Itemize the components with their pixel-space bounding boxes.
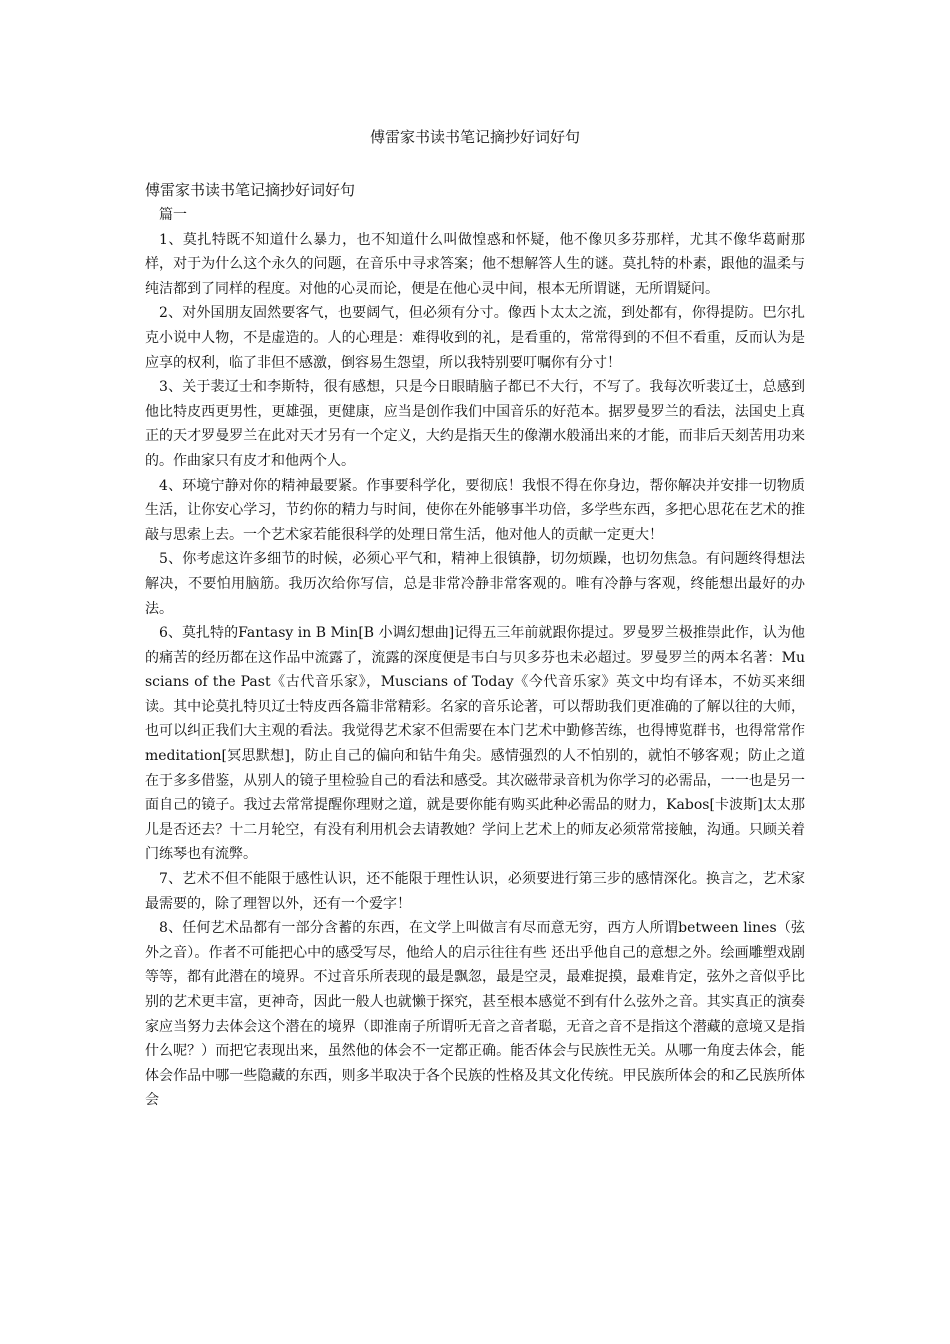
document-title: 傅雷家书读书笔记摘抄好词好句 [369, 128, 580, 146]
paragraph: 5、你考虑这许多细节的时候，必须心平气和，精神上很镇静，切勿烦躁，也切勿焦急。有问题终得想法解决，不要怕用脑筋。我历次给你写信，总是非常冷静非常客观的。唯有冷静与客观，终能想出最好的办法。 [145, 551, 805, 617]
paragraph: 3、关于裴辽士和李斯特，很有感想，只是今日眼睛脑子都已不大行，不写了。我每次听裴辽士，总感到他比特皮西更男性，更雄强，更健康，应当是创作我们中国音乐的好范本。据罗曼罗兰的看法，法国史上真正的天才罗曼罗兰在此对天才另有一个定义，大约是指天生的像潮水般涌出来的才能，而非后天刻苦用功来的。作曲家只有皮才和他两个人。 [145, 379, 805, 469]
paragraph: 6、莫扎特的Fantasy in B Min[B 小调幻想曲]记得五三年前就跟你提过。罗曼罗兰极推崇此作，认为他的痛苦的经历都在这作品中流露了，流露的深度便是韦白与贝多芬也未必超过。罗曼罗兰的两本名著：Muscians of the Past《古代音乐家》，Muscians of Today《今代音乐家》英文中均有译本，不妨买来细读。其中论莫扎特贝辽士特皮西各篇非常精彩。名家的音乐论著，可以帮助我们更准确的了解以往的大师，也可以纠正我们大主观的看法。我觉得艺术家不但需要在本门艺术中勤修苦练，也得博览群书，也得常常作meditation[冥思默想]，防止自己的偏向和钻牛角尖。感情强烈的人不怕别的，就怕不够客观；防止之道在于多多借鉴，从别人的镜子里检验自己的看法和感受。其次磁带录音机为你学习的必需品，一一也是另一面自己的镜子。我过去常常提醒你理财之道，就是要你能有购买此种必需品的财力，Kabos[卡波斯]太太那儿是否还去？十二月轮空，有没有利用机会去请教她？学问上艺术上的师友必须常常接触，沟通。只顾关着门练琴也有流弊。 [145, 625, 805, 863]
document-body [145, 177, 805, 1113]
paragraph: 8、任何艺术品都有一部分含蓄的东西，在文学上叫做言有尽而意无穷，西方人所谓between lines（弦外之音）。作者不可能把心中的感受写尽，他给人的启示往往有些 还出乎他自己的意想之外。绘画雕塑戏剧等等，都有此潜在的境界。不过音乐所表现的最是飘忽，最是空灵，最难捉摸，最难肯定，弦外之音似乎比别的艺术更丰富，更神奇，因此一般人也就懒于探究，甚至根本感觉不到有什么弦外之音。其实真正的演奏家应当努力去体会这个潜在的境界（即淮南子所谓听无音之音者聪，无音之音不是指这个潜藏的意境又是指什么呢？）而把它表现出来，虽然他的体会不一定都正确。能否体会与民族性无关。从哪一角度去体会，能体会作品中哪一些隐藏的东西，则多半取决于各个民族的性格及其文化传统。甲民族所体会的和乙民族所体会 [145, 920, 805, 1109]
document-heading: 傅雷家书读书笔记摘抄好词好句 [145, 181, 356, 199]
section-label: 篇一 [159, 207, 187, 223]
paragraph: 7、艺术不但不能限于感性认识，还不能限于理性认识，必须要进行第三步的感情深化。换言之，艺术家最需要的，除了理智以外，还有一个爱字！ [145, 871, 805, 912]
paragraph: 2、对外国朋友固然要客气，也要阔气，但必须有分寸。像西卜太太之流，到处都有，你得提防。巴尔扎克小说中人物，不是虚造的。人的心理是：难得收到的礼，是看重的，常常得到的不但不看重，反而认为是应享的权利，临了非但不感激，倒容易生怨望，所以我特别要叮嘱你有分寸！ [145, 305, 805, 371]
paragraph: 4、环境宁静对你的精神最要紧。作事要科学化，要彻底！我恨不得在你身边，帮你解决并安排一切物质生活，让你安心学习，节约你的精力与时间，使你在外能够事半功倍，多学些东西，多把心思花在艺术的推敲与思索上去。一个艺术家若能很科学的处理日常生活，他对他人的贡献一定更大！ [145, 477, 805, 543]
paragraph: 1、莫扎特既不知道什么暴力，也不知道什么叫做惶惑和怀疑，他不像贝多芬那样，尤其不像华葛耐那样，对于为什么这个永久的问题，在音乐中寻求答案；他不想解答人生的谜。莫扎特的朴素，跟他的温柔与纯洁都到了同样的程度。对他的心灵而论，便是在他心灵中间，根本无所谓谜，无所谓疑问。 [145, 231, 805, 297]
